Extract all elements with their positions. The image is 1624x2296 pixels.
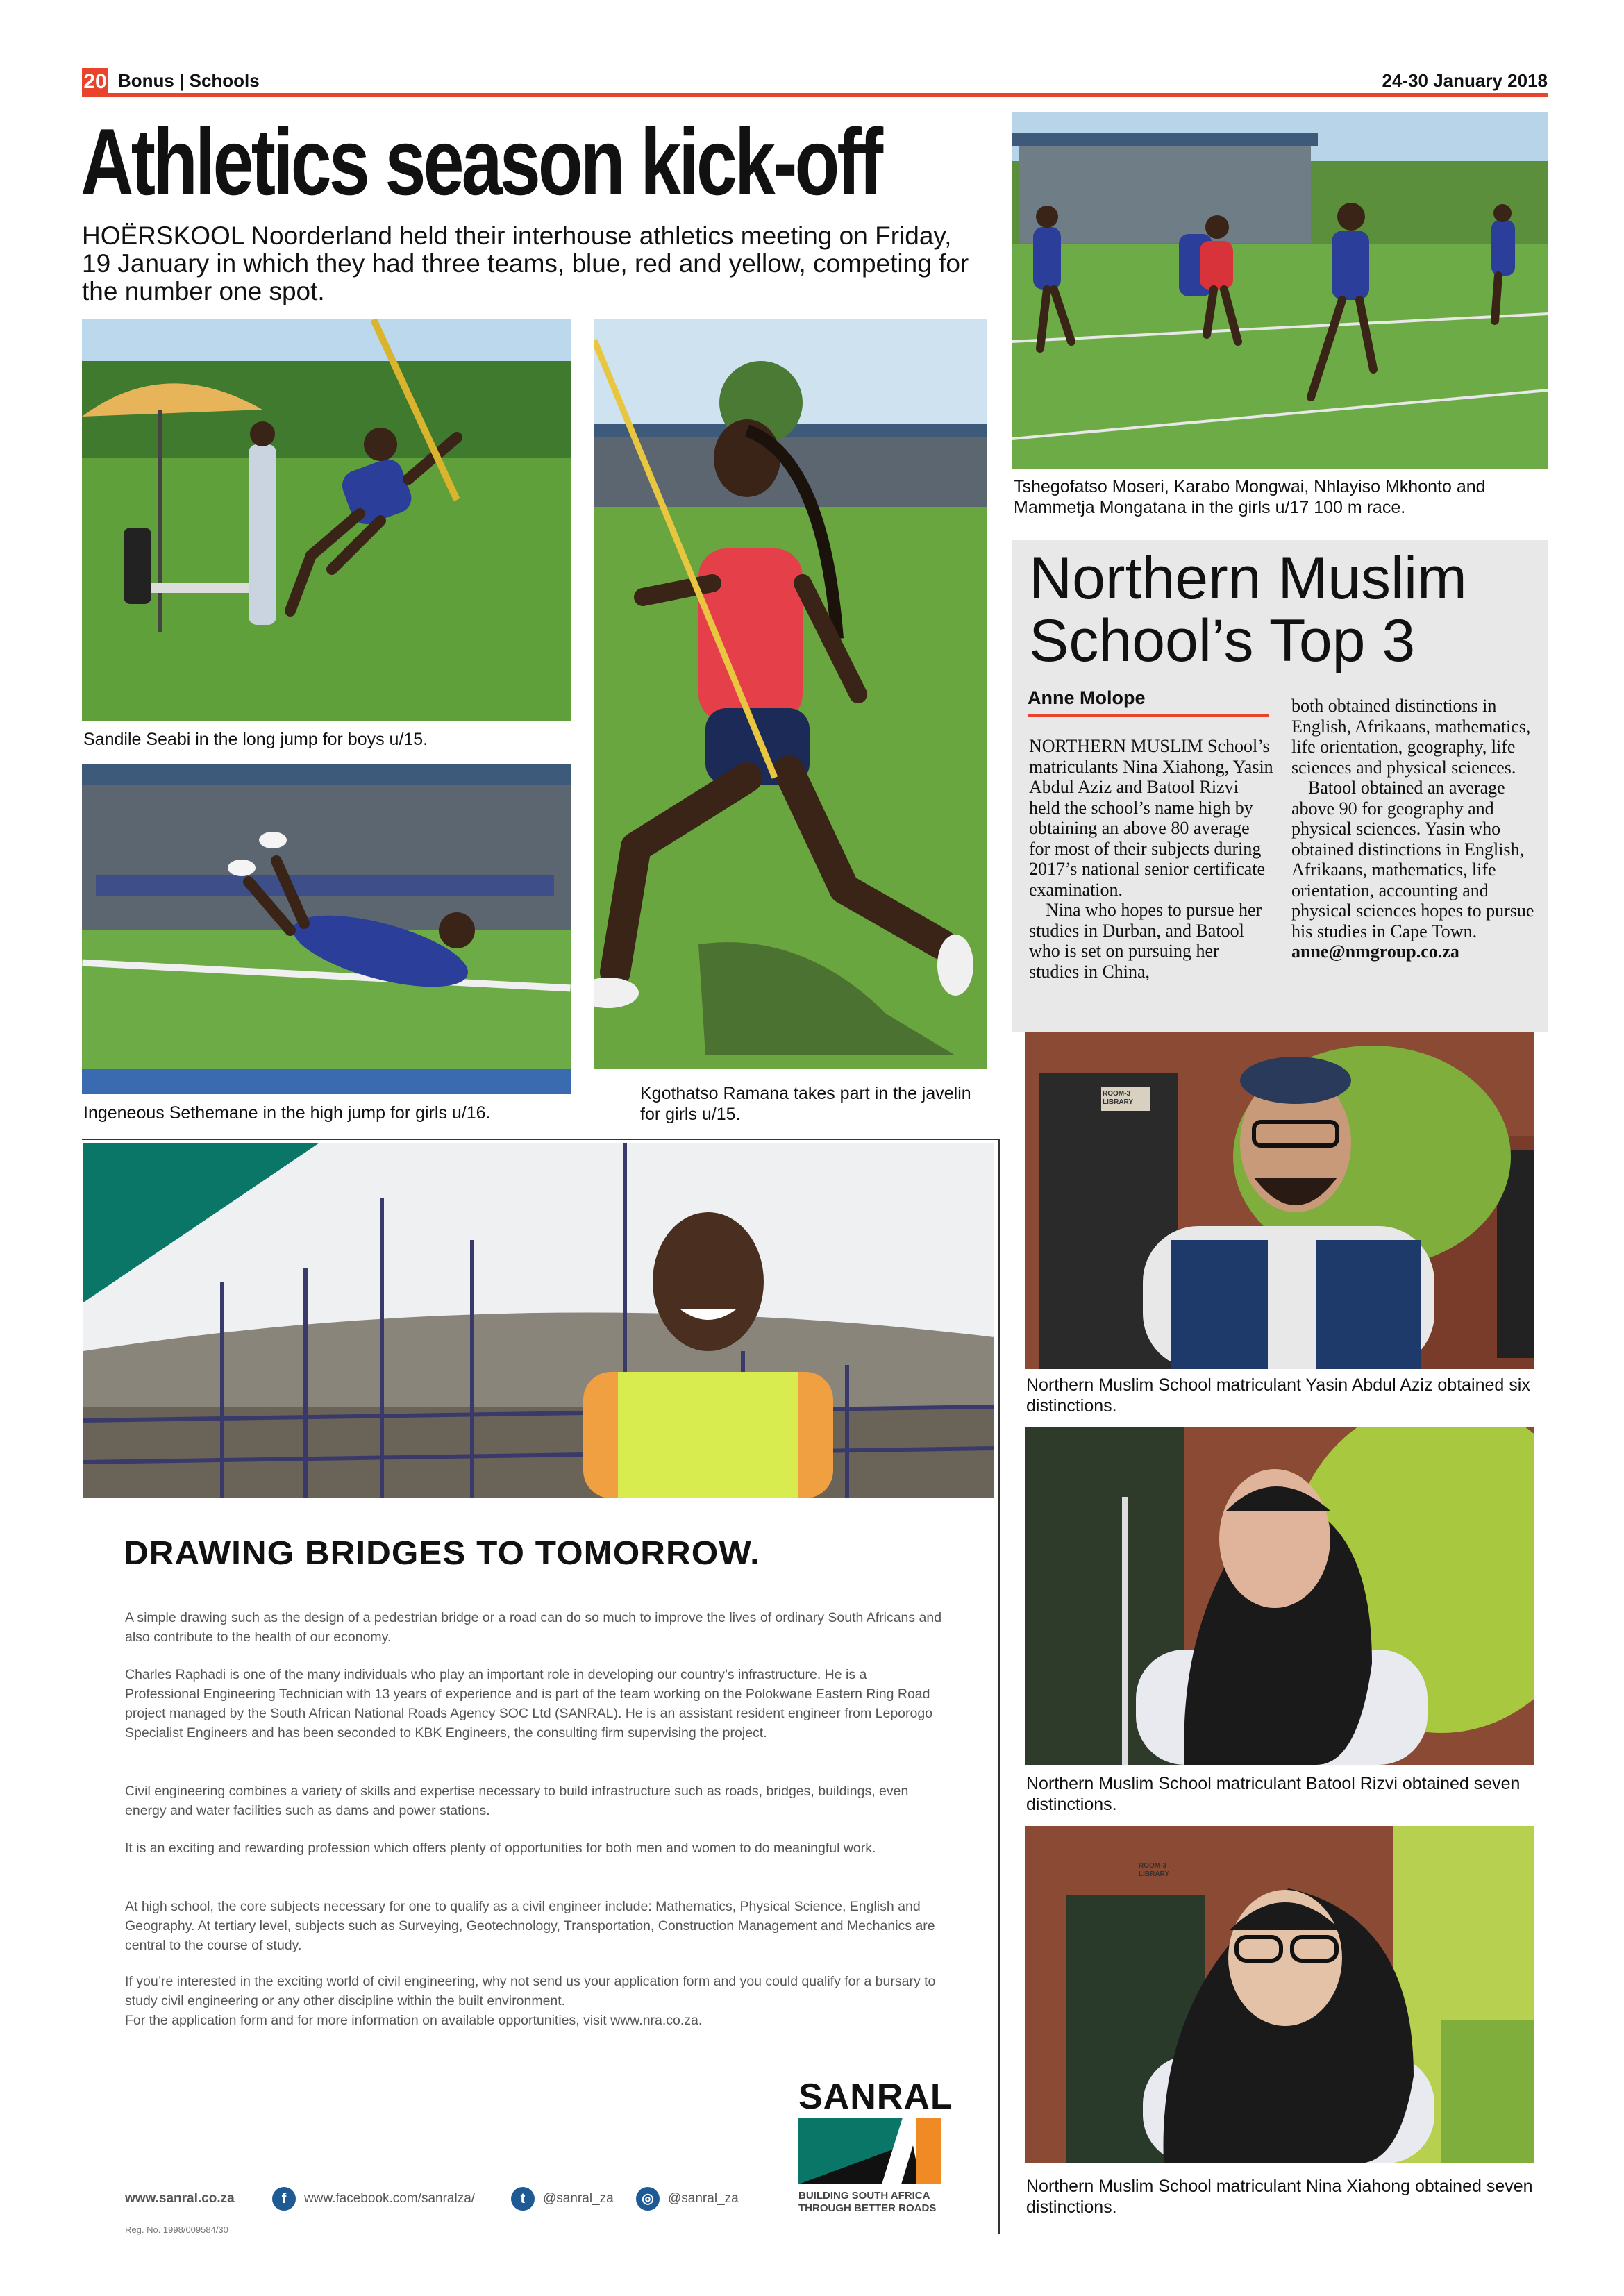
sidebar-title: Northern Muslim School’s Top 3 — [1029, 545, 1467, 674]
nina-caption: Northern Muslim School matriculant Nina Xiahong obtained seven distinctions. — [1026, 2177, 1533, 2217]
room-sign-nina: ROOM-3 LIBRARY — [1139, 1862, 1170, 1878]
instagram-icon[interactable]: ◎ — [636, 2187, 660, 2211]
ad-paragraph: For the application form and for more information on available opportunities, visit www.nra.co.za. — [125, 2013, 703, 2028]
sidebar-paragraph: Batool obtained an average above 90 for geography and physical sciences. Yasin who obtained distinctions in English, Afrikaans, mathematics, life orientation, accounting and physical sciences hopes to pursue his studies in Cape Town. — [1291, 778, 1534, 941]
sidebar-paragraph: both obtained distinctions in English, Afrikaans, mathematics, life orientation, geography, life sciences and physical sciences. — [1291, 696, 1531, 778]
sanral-tagline: BUILDING SOUTH AFRICA THROUGH BETTER ROADS — [798, 2190, 937, 2214]
javelin-photo — [594, 319, 987, 1069]
race-photo — [1012, 112, 1548, 469]
room-sign-yasin: ROOM-3 LIBRARY — [1103, 1090, 1134, 1106]
batool-photo — [1025, 1427, 1534, 1765]
javelin-caption: Kgothatso Ramana takes part in the javelin for girls u/15. — [640, 1084, 971, 1124]
race-caption: Tshegofatso Moseri, Karabo Mongwai, Nhlayiso Mkhonto and Mammetja Mongatana in the girls u/17 100 m race. — [1014, 477, 1486, 517]
long-jump-caption: Sandile Seabi in the long jump for boys u/15. — [83, 730, 428, 749]
instagram-handle[interactable]: @sanral_za — [668, 2191, 739, 2206]
high-jump-photo — [82, 764, 571, 1094]
sanral-logo-icon — [798, 2118, 941, 2184]
yasin-caption: Northern Muslim School matriculant Yasin Abdul Aziz obtained six distinctions. — [1026, 1375, 1530, 1416]
standfirst: HOËRSKOOL Noorderland held their interhouse athletics meeting on Friday, 19 January in which they had three teams, blue, red and yellow, competing for the number one spot. — [82, 221, 969, 305]
registration-number: Reg. No. 1998/009584/30 — [125, 2224, 228, 2235]
facebook-link[interactable]: www.facebook.com/sanralza/ — [304, 2191, 476, 2206]
sanral-logo-text: SANRAL — [798, 2077, 953, 2117]
twitter-handle[interactable]: @sanral_za — [543, 2191, 614, 2206]
sanral-website[interactable]: www.sanral.co.za — [125, 2191, 235, 2206]
ad-photo — [83, 1143, 994, 1498]
headline: Athletics season kick-off — [81, 109, 881, 215]
twitter-icon[interactable]: t — [511, 2187, 535, 2211]
high-jump-caption: Ingeneous Sethemane in the high jump for girls u/16. — [83, 1103, 491, 1123]
ad-paragraph: Charles Raphadi is one of the many individuals who play an important role in developing our country’s infrastructure. He is a Professional Engineering Technician with 13 years of experience and is part of the team working on the Polokwane Eastern Ring Road project managed by the South African National Roads Agency SOC Ltd (SANRAL). He is an assistant resident engineer from Leporogo Specialist Engineers and has been seconded to KBK Engineers, the consulting firm supervising the project. — [125, 1667, 933, 1741]
header-rule — [82, 93, 1548, 97]
ad-paragraph: At high school, the core subjects necessary for one to qualify as a civil engineer include: Mathematics, Physical Science, English and Geography. At tertiary level, subjects such as Surveying, Geotechnology, Transportation, Construction Management and Mechanics are central to the course of study. — [125, 1899, 935, 1953]
section-label: Bonus | Schools — [118, 70, 260, 91]
batool-caption: Northern Muslim School matriculant Batool Rizvi obtained seven distinctions. — [1026, 1774, 1521, 1814]
ad-paragraph: If you’re interested in the exciting world of civil engineering, why not send us your application form and you could qualify for a bursary to study civil engineering or any other discipline within the built environment. — [125, 1974, 936, 2009]
ad-paragraph: Civil engineering combines a variety of skills and expertise necessary to build infrastructure such as roads, bridges, buildings, even energy and water facilities such as dams and power stations. — [125, 1784, 909, 1818]
long-jump-photo — [82, 319, 571, 721]
page-number: 20 — [82, 68, 108, 96]
sidebar-author: Anne Molope — [1028, 687, 1146, 708]
nina-photo — [1025, 1826, 1534, 2163]
yasin-photo — [1025, 1032, 1534, 1369]
ad-title: DRAWING BRIDGES TO TOMORROW. — [124, 1535, 760, 1572]
ad-paragraph: It is an exciting and rewarding profession which offers plenty of opportunities for both men and women to do meaningful work. — [125, 1841, 876, 1856]
sidebar-paragraph: NORTHERN MUSLIM School’s matriculants Nina Xiahong, Yasin Abdul Aziz and Batool Rizvi held the school’s name high by obtaining an above 80 average for most of their subjects during 2017’s national senior certificate examination. — [1029, 736, 1273, 900]
issue-date: 24-30 January 2018 — [1382, 70, 1548, 91]
sidebar-column-1 — [1029, 736, 1273, 982]
facebook-icon[interactable]: f — [272, 2187, 296, 2211]
sidebar-column-2 — [1291, 696, 1536, 962]
author-rule — [1028, 714, 1269, 717]
ad-paragraph: A simple drawing such as the design of a pedestrian bridge or a road can do so much to improve the lives of ordinary South Africans and also contribute to the health of our economy. — [125, 1610, 942, 1645]
author-email[interactable]: anne@nmgroup.co.za — [1291, 941, 1459, 962]
sidebar-paragraph: Nina who hopes to pursue her studies in Durban, and Batool who is set on pursuing her studies in China, — [1029, 900, 1262, 982]
